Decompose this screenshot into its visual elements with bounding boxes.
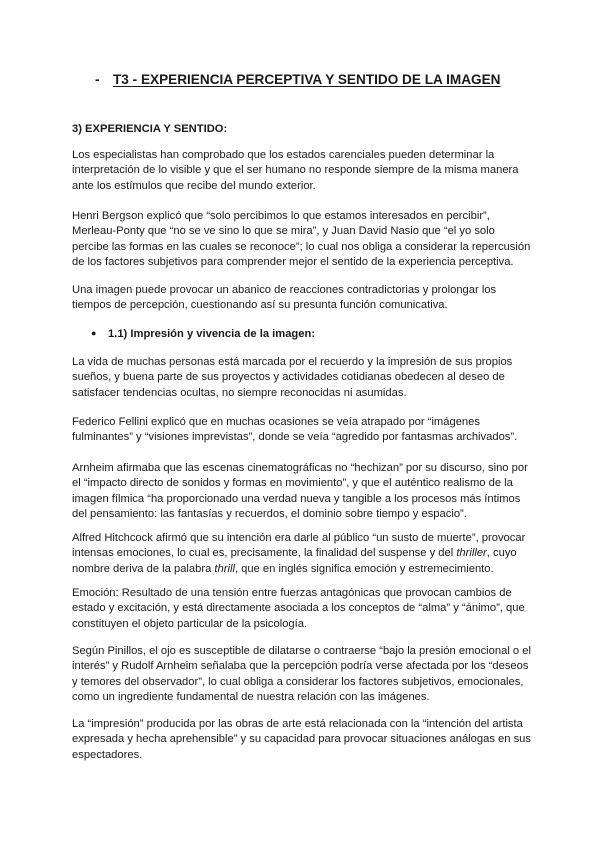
italic-term: thriller xyxy=(456,547,487,560)
paragraph: La vida de muchas personas está marcada por el recuerdo y la impresión de sus propios sueños, y buena parte de sus proyectos y actividades cotidianas obedecen al deseo de satisfacer tendencias ocultas, no siempre reconocidas ni asumidas. xyxy=(72,356,513,399)
title-text: T3 - EXPERIENCIA PERCEPTIVA Y SENTIDO DE LA IMAGEN xyxy=(113,72,501,87)
paragraph: Arnheim afirmaba que las escenas cinematográficas no “hechizan” por su discurso, sino por el “impacto directo de sonidos y formas en movimiento”, y que el auténtico realismo de la imagen fílmica “ha proporcionado una verdad nueva y tangible a los procesos más íntimos del pensamiento: las fantasías y recuerdos, el dominio sobre tiempo y espacio”. xyxy=(72,462,528,521)
bullet-icon: ● xyxy=(91,328,97,338)
section-heading: 3) EXPERIENCIA Y SENTIDO: xyxy=(72,123,228,135)
paragraph: Según Pinillos, el ojo es susceptible de dilatarse o contraerse “bajo la presión emocional o el interés” y Rudolf Arnheim señalaba que la percepción podría verse afectada por los “deseos y temores del observador”, lo cual obliga a considerar los factores subjetivos, emocionales, como un ingrediente fundamental de nuestra relación con las imágenes. xyxy=(72,645,531,704)
title-dash: - xyxy=(95,72,100,87)
document-title xyxy=(95,72,535,87)
paragraph: La “impresión” producida por las obras de arte está relacionada con la “intención del artista expresada y hecha aprehensible” y su capacidad para provocar situaciones análogas en sus espectadores. xyxy=(72,718,531,761)
text-run: , cuyo nombre deriva de la palabra xyxy=(72,547,517,575)
text-run: , que en inglés significa emoción y estremecimiento. xyxy=(234,562,494,575)
text-run: Alfred Hitchcock afirmó que su intención era darle al público “un susto de muerte”, provocar intensas emociones, lo cual es, precisamente, la finalidad del suspense y del xyxy=(72,532,526,560)
paragraph: Henri Bergson explicó que “solo percibimos lo que estamos interesados en percibir”, Merleau-Ponty que “no se ve sino lo que se mira”, y Juan David Nasio que “el yo solo percibe las formas en las cuales se reconoce”; lo cual nos obliga a considerar la repercusión de los factores subjetivos para comprender mejor el sentido de la experiencia perceptiva. xyxy=(72,210,531,269)
subsection-heading xyxy=(91,326,315,342)
paragraph: Una imagen puede provocar un abanico de reacciones contradictorias y prolongar los tiempos de percepción, cuestionando así su presunta función comunicativa. xyxy=(72,284,497,312)
paragraph-hitchcock xyxy=(72,531,532,577)
paragraph: Los especialistas han comprobado que los estados carenciales pueden determinar la interpretación de lo visible y que el ser humano no responde siempre de la misma manera ante los estímulos que recibe del mundo exterior. xyxy=(72,149,519,192)
italic-term: thrill xyxy=(214,562,235,575)
paragraph: Emoción: Resultado de una tensión entre fuerzas antagónicas que provocan cambios de estado y excitación, y está directamente asociada a los conceptos de “alma” y “ánimo”, que constituyen el objeto particular de la psicología. xyxy=(72,587,525,630)
paragraph: Federico Fellini explicó que en muchas ocasiones se veía atrapado por “imágenes fulminantes” y “visiones imprevistas”, donde se veía “agredido por fantasmas archivados”. xyxy=(72,416,518,444)
subsection-heading-text: 1.1) Impresión y vivencia de la imagen: xyxy=(108,328,316,340)
